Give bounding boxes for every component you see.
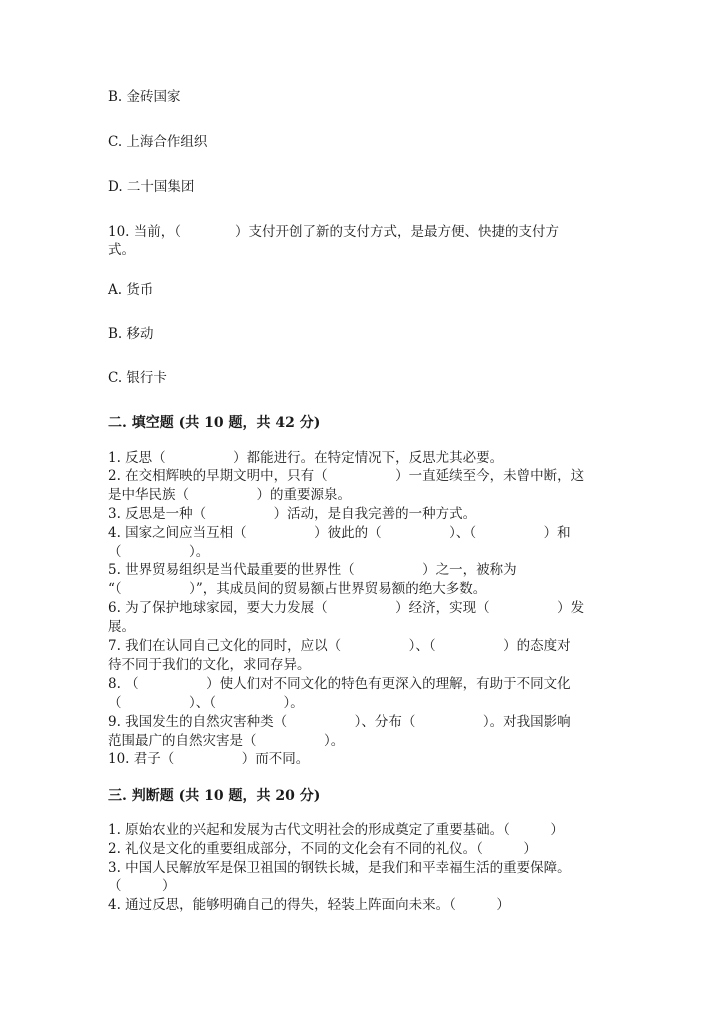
option-b: B. 金砖国家	[108, 89, 181, 105]
fill-blank-line: “（ ）”，其成员间的贸易额占世界贸易额的绝大多数。	[108, 581, 487, 597]
question-10-line-1: 10. 当前，（ ）支付开创了新的支付方式，是最方便、快捷的支付方	[108, 224, 560, 240]
section-fill-blank-title: 二. 填空题 (共 10 题，共 42 分)	[108, 415, 321, 431]
fill-blank-line: 8. （ ）使人们对不同文化的特色有更深入的理解，有助于不同文化	[108, 676, 571, 692]
question-10-option-c: C. 银行卡	[108, 370, 167, 386]
fill-blank-line: 7. 我们在认同自己文化的同时，应以（ ）、（ ）的态度对	[108, 638, 571, 654]
question-10-option-a: A. 货币	[108, 282, 154, 298]
fill-blank-line: （ ）、（ ）。	[108, 695, 304, 711]
fill-blank-line: 是中华民族（ ）的重要源泉。	[108, 487, 351, 503]
true-false-line: 3. 中国人民解放军是保卫祖国的钢铁长城，是我们和平幸福生活的重要保障。	[108, 860, 571, 876]
option-c: C. 上海合作组织	[108, 134, 208, 150]
fill-blank-line: 10. 君子（ ）而不同。	[108, 751, 310, 767]
fill-blank-line: 5. 世界贸易组织是当代最重要的世界性（ ）之一，被称为	[108, 562, 517, 578]
fill-blank-line: （ ）。	[108, 544, 210, 560]
fill-blank-line: 待不同于我们的文化，求同存异。	[108, 657, 311, 673]
fill-blank-line: 3. 反思是一种（ ）活动，是自我完善的一种方式。	[108, 506, 477, 522]
question-10-option-b: B. 移动	[108, 326, 154, 342]
question-10-line-2: 式。	[108, 242, 135, 258]
fill-blank-line: 9. 我国发生的自然灾害种类（ ）、分布（ ）。对我国影响	[108, 714, 571, 730]
true-false-line: （ ）	[108, 878, 176, 894]
fill-blank-line: 2. 在交相辉映的早期文明中，只有（ ）一直延续至今，未曾中断，这	[108, 468, 585, 484]
section-true-false-title: 三. 判断题 (共 10 题，共 20 分)	[108, 788, 321, 804]
fill-blank-line: 6. 为了保护地球家园，要大力发展（ ）经济，实现（ ）发	[108, 600, 585, 616]
fill-blank-line: 展。	[108, 619, 135, 635]
true-false-line: 4. 通过反思，能够明确自己的得失，轻装上阵面向未来。（ ）	[108, 897, 510, 913]
option-d: D. 二十国集团	[108, 179, 195, 195]
true-false-line: 2. 礼仪是文化的重要组成部分，不同的文化会有不同的礼仪。（ ）	[108, 841, 537, 857]
fill-blank-line: 1. 反思（ ）都能进行。在特定情况下，反思尤其必要。	[108, 450, 504, 466]
true-false-line: 1. 原始农业的兴起和发展为古代文明社会的形成奠定了重要基础。（ ）	[108, 822, 564, 838]
fill-blank-line: 4. 国家之间应当互相（ ）彼此的（ ）、（ ）和	[108, 525, 571, 541]
fill-blank-line: 范围最广的自然灾害是（ ）。	[108, 733, 345, 749]
